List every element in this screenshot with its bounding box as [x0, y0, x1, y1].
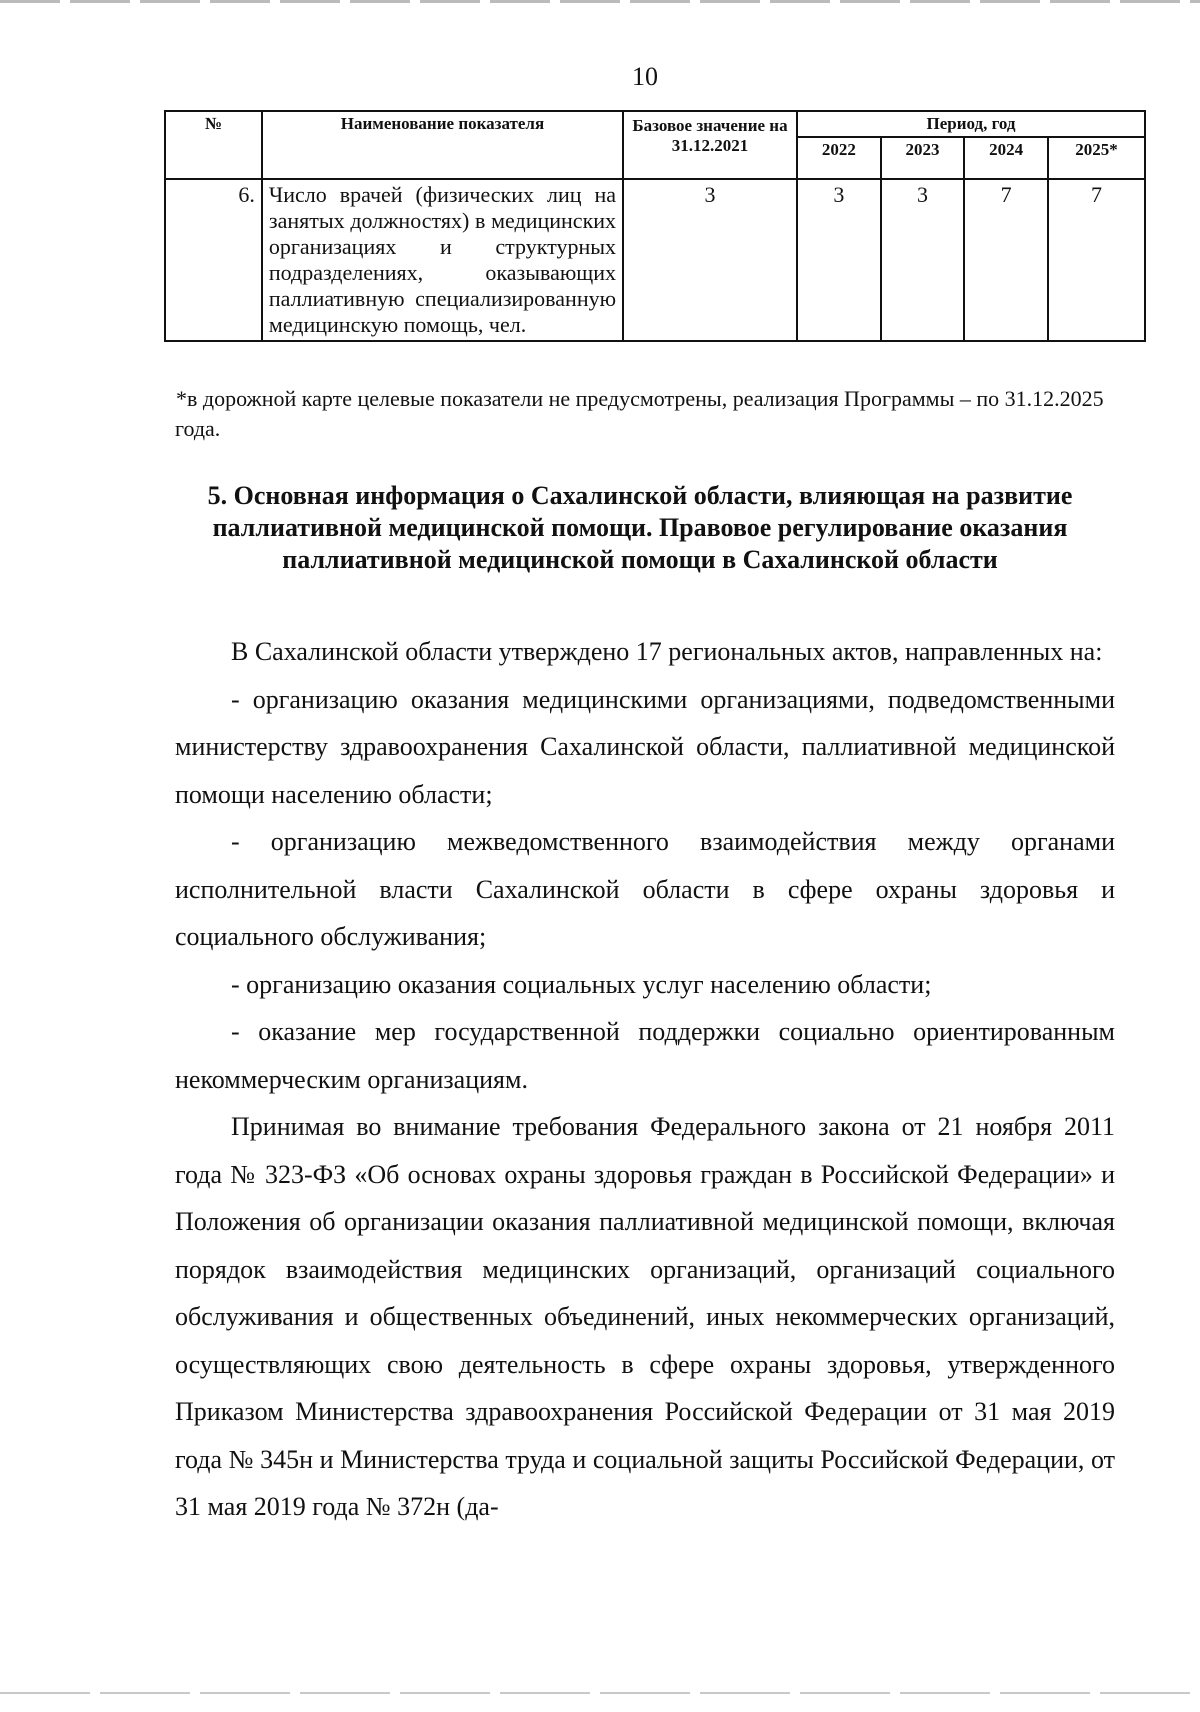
list-item: - организацию межведомственного взаимодействия между органами исполнительной власти Сахалинской области в сфере охраны здоровья и социального обслуживания;	[175, 827, 1115, 951]
year-value-cell: 7	[1048, 179, 1145, 341]
indicator-name: Число врачей (физических лиц на занятых должностях) в медицинских организациях и структурных подразделениях, оказывающих паллиативную специализированную медицинскую помощь, чел.	[262, 179, 623, 341]
header-num: №	[165, 111, 262, 179]
scan-edge-top	[0, 0, 1200, 3]
year-value-cell: 3	[881, 179, 965, 341]
indicators-table	[164, 110, 1146, 342]
list-item: - организацию оказания медицинскими организациями, подведомственными министерству здравоохранения Сахалинской области, паллиативной медицинской помощи населению области;	[175, 684, 1115, 809]
header-year: 2022	[797, 137, 881, 179]
year-value-cell: 7	[964, 179, 1048, 341]
header-base-value: Базовое значение на 31.12.2021	[623, 111, 797, 179]
section-heading: 5. Основная информация о Сахалинской области, влияющая на развитие паллиативной медицинской помощи. Правовое регулирование оказания паллиативной медицинской помощи в Сахалинской области	[207, 481, 1073, 574]
header-name: Наименование показателя	[262, 111, 623, 179]
table-header-row	[165, 111, 1145, 137]
header-year: 2024	[964, 137, 1048, 179]
year-value-cell: 3	[797, 179, 881, 341]
scan-edge-bottom	[0, 1692, 1200, 1694]
header-year: 2023	[881, 137, 965, 179]
list-item: - организацию оказания социальных услуг населению области;	[231, 969, 932, 999]
table-row	[165, 179, 1145, 341]
header-period: Период, год	[797, 111, 1145, 137]
paragraph: В Сахалинской области утверждено 17 региональных актов, направленных на:	[231, 637, 1103, 666]
page-number: 10	[632, 62, 658, 91]
body-text	[175, 628, 1115, 1531]
header-year: 2025*	[1048, 137, 1145, 179]
list-item: - оказание мер государственной поддержки социально ориентированным некоммерческим организациям.	[175, 1017, 1115, 1094]
table-footnote: *в дорожной карте целевые показатели не предусмотрены, реализация Программы – по 31.12.2025 года.	[175, 386, 1104, 441]
base-value-cell: 3	[623, 179, 797, 341]
paragraph: Принимая во внимание требования Федерального закона от 21 ноября 2011 года № 323-ФЗ «Об основах охраны здоровья граждан в Российской Федерации» и Положения об организации оказания паллиативной медицинской помощи, включая порядок взаимодействия медицинских организаций, организаций социального обслуживания и общественных объединений, иных некоммерческих организаций, осуществляющих свою деятельность в сфере охраны здоровья, утвержденного Приказом Министерства здравоохранения Российской Федерации от 31 мая 2019 года № 345н и Министерства труда и социальной защиты Российской Федерации, от 31 мая 2019 года № 372н (да-	[175, 1112, 1115, 1521]
row-number: 6.	[165, 179, 262, 341]
